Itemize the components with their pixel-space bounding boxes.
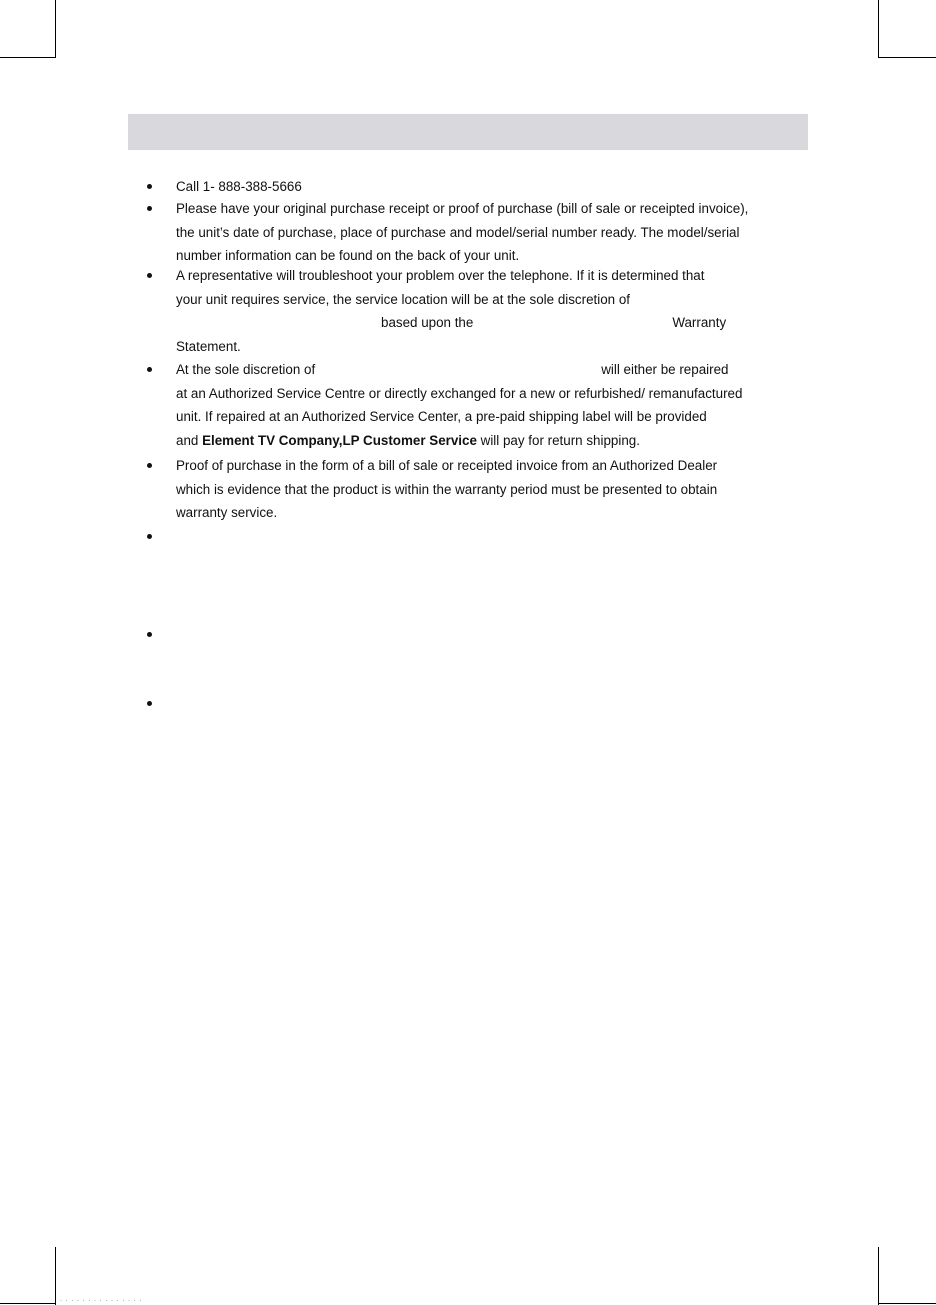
receipt-line: Please have your original purchase receipt or proof of purchase (bill of sale or receipted invoice), [176, 201, 749, 216]
receipt-line: number information can be found on the back of your unit. [176, 248, 520, 263]
crop-mark-top-right-horizontal [878, 57, 936, 58]
crop-mark-bottom-right-vertical [878, 1247, 879, 1305]
discretion-line: at an Authorized Service Centre or directly exchanged for a new or refurbished/ remanufactured [176, 385, 743, 401]
based-upon-text: based upon the [381, 315, 474, 330]
call-line: Call 1- 888-388-5666 [176, 179, 302, 194]
representative-line: A representative will troubleshoot your problem over the telephone. If it is determined that [176, 268, 705, 283]
representative-paragraph [176, 264, 796, 358]
proof-paragraph [176, 454, 796, 525]
bullet-dot [147, 273, 152, 278]
bullet-dot [147, 534, 152, 539]
receipt-line: the unit’s date of purchase, place of purchase and model/serial number ready. The model/serial [176, 224, 740, 240]
crop-mark-top-right-vertical [878, 0, 879, 57]
representative-line: Statement. [176, 338, 241, 354]
section-header-bar [128, 114, 808, 150]
discretion-line: unit. If repaired at an Authorized Service Center, a pre-paid shipping label will be provided [176, 409, 707, 424]
discretion-line [176, 358, 796, 382]
bullet-dot [147, 367, 152, 372]
bullet-dot [147, 463, 152, 468]
crop-mark-bottom-right-horizontal [878, 1303, 936, 1304]
return-shipping-text: will pay for return shipping. [480, 432, 640, 448]
representative-line [176, 311, 796, 335]
sole-discretion-text: At the sole discretion of [176, 362, 316, 377]
crop-mark-bottom-left-vertical [55, 1247, 56, 1305]
discretion-paragraph [176, 358, 796, 452]
crop-mark-top-left-horizontal [0, 57, 56, 58]
crop-mark-bottom-left-horizontal [0, 1303, 56, 1304]
proof-line: which is evidence that the product is within the warranty period must be presented to obtain [176, 481, 718, 497]
discretion-line [176, 429, 796, 453]
bullet-dot [147, 632, 152, 637]
will-be-repaired-text: will either be repaired [601, 362, 729, 377]
footer-print-text: · · · · · · · · · · · · · · · [60, 1298, 143, 1304]
bullet-dot [147, 701, 152, 706]
proof-line: Proof of purchase in the form of a bill of sale or receipted invoice from an Authorized Dealer [176, 458, 718, 473]
call-paragraph [176, 175, 796, 199]
company-name: Element TV Company,LP Customer Service [202, 432, 477, 448]
warranty-text: Warranty [672, 315, 727, 330]
and-text: and [176, 432, 199, 448]
receipt-paragraph [176, 197, 796, 268]
bullet-dot [147, 206, 152, 211]
proof-line: warranty service. [176, 505, 278, 520]
representative-line: your unit requires service, the service location will be at the sole discretion of [176, 291, 631, 307]
crop-mark-top-left-vertical [55, 0, 56, 57]
bullet-dot [147, 184, 152, 189]
